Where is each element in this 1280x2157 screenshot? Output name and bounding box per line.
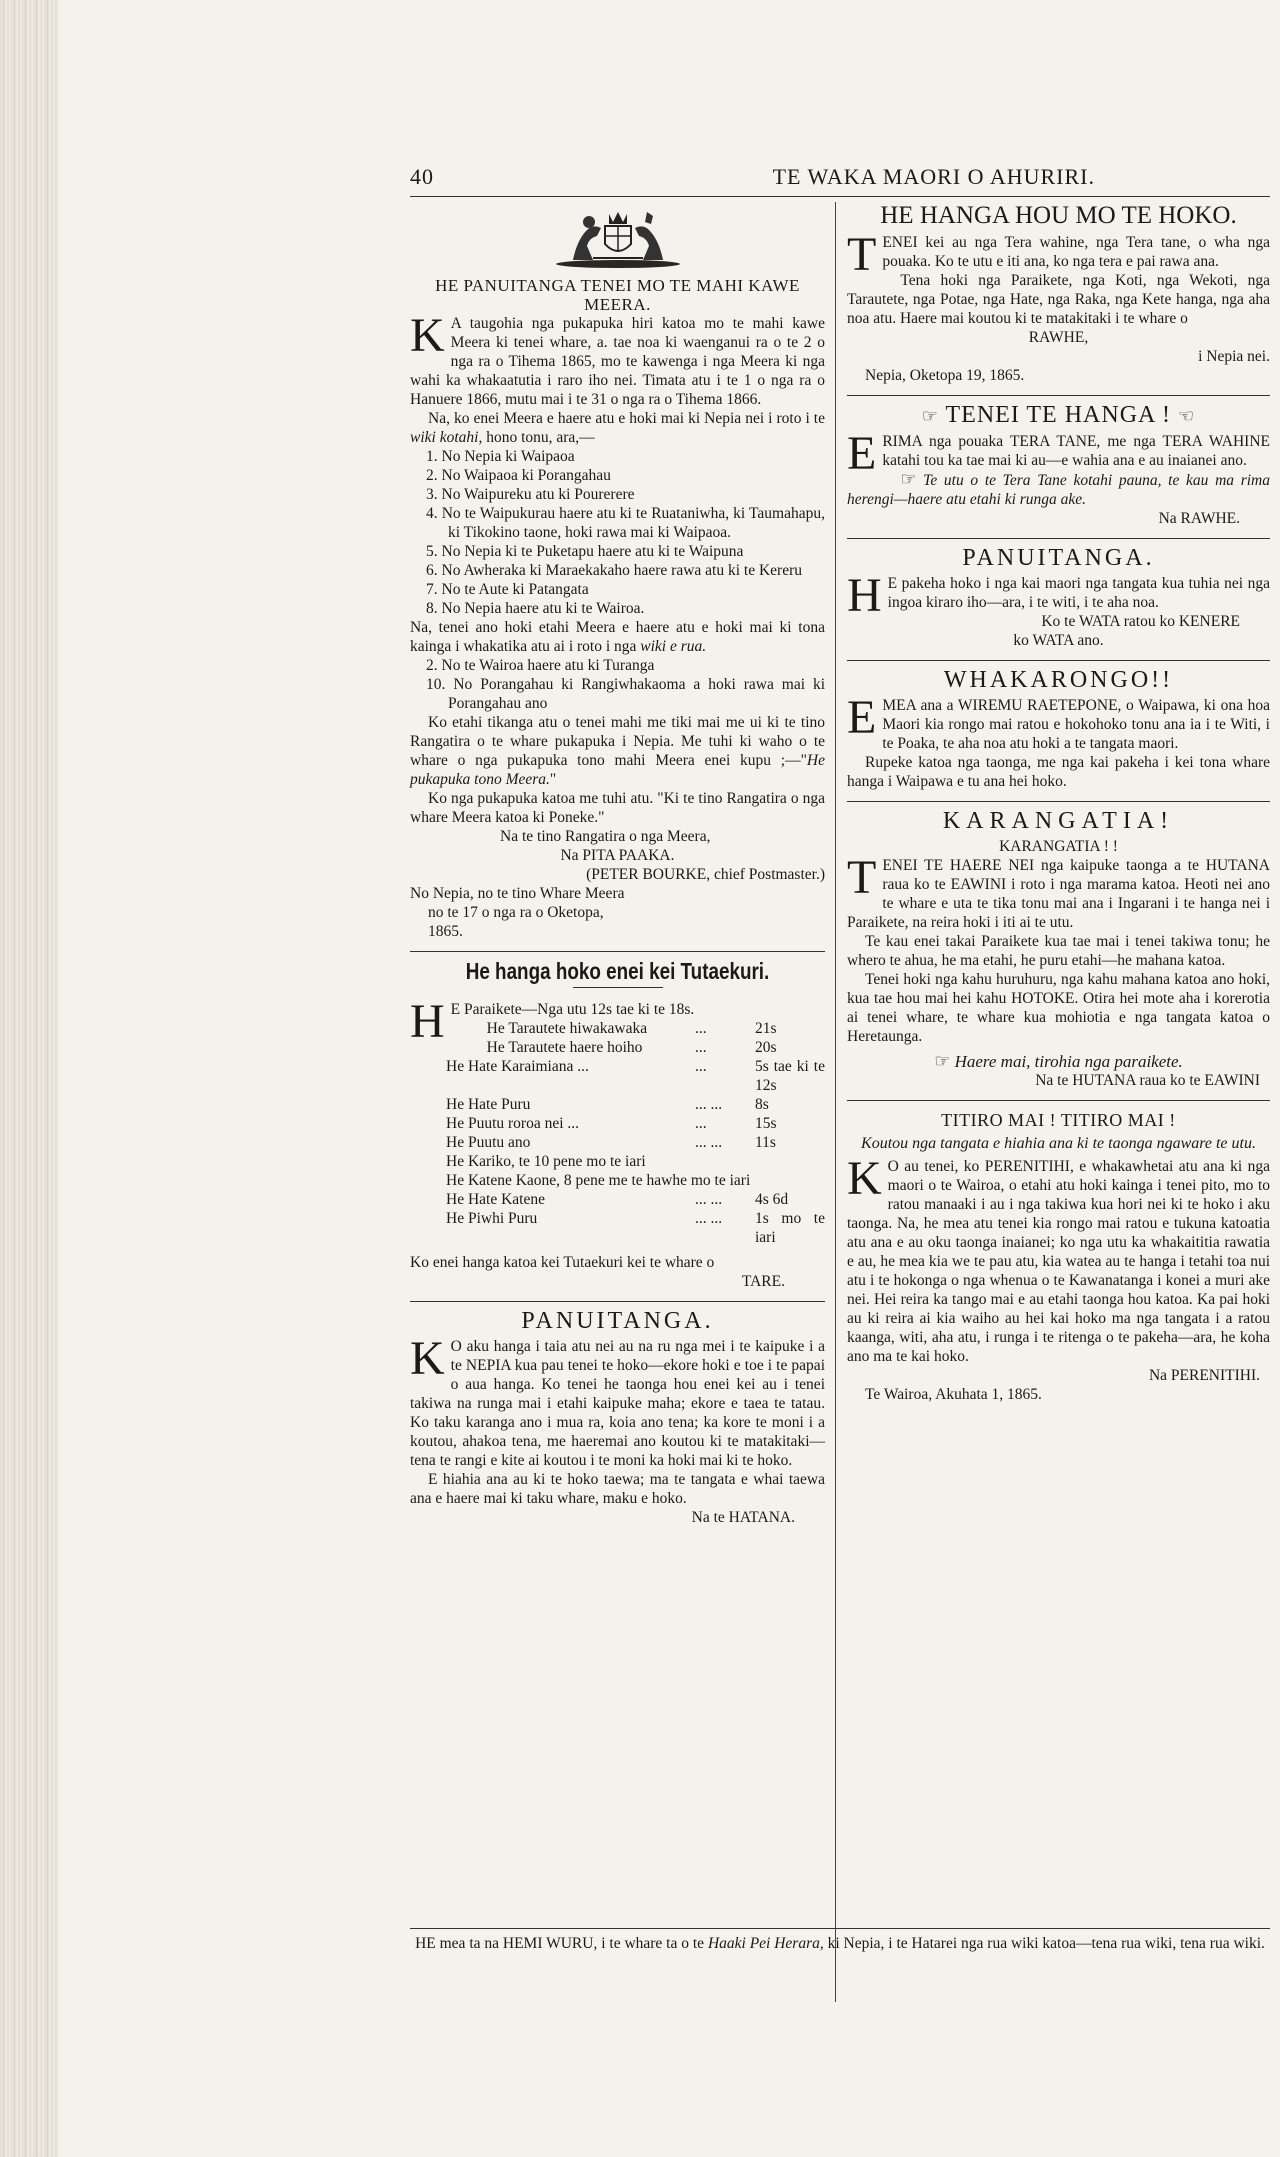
post-notice-para: Na, ko enei Meera e haere atu e hoki mai ki Nepia nei i roto i te wiki kotahi, hono tonu, ara,— [410,410,825,446]
weekly-mail-routes [410,447,825,618]
signature-name: Na PERENITIHI. [1148,1367,1260,1384]
title-rule [573,987,663,988]
tutaekuri-intro: H E Paraikete—Nga utu 12s tae ki te 18s. [410,995,695,1048]
newspaper-page [410,150,1280,2000]
signature-name: RAWHE, [1028,329,1089,346]
signature-name: ko WATA ano. [1013,632,1104,649]
price-list [410,1019,825,1247]
footer-he: HE [415,1935,436,1952]
dropcap: T [847,851,877,904]
dropcap: H [847,569,882,622]
tutaekuri-closing: Ko enei hanga katoa kei Tutaekuri kei te whare o [410,1254,715,1271]
section-rule [410,951,825,952]
newspaper-title: TE WAKA MAORI O AHURIRI. [772,164,1095,189]
date-line: Nepia, Oketopa 19, 1865. [865,367,1025,384]
signature-name: Na te HATANA. [691,1509,795,1526]
whakarongo-body: EMEA ana a WIREMU RAETEPONE, o Waipawa, ki ona hoa Maori kia rongo mai ratou e hokohoko tonu ana ia i te Witi, i te Poaka, te aha noa atu hoki a te tangata maori. [847,691,1270,752]
price-row: He Hate Puru ... ... 8s [446,1096,769,1113]
panuitanga-wata-body: H E pakeha hoko i nga kai maori nga tangata kua tuhia nei nga ingoa kiraro iho—ara, i te witi, i te aha noa. [847,569,1270,622]
whakarongo-title: WHAKARONGO!! [943,667,1174,693]
karangatia-body: Te kau enei takai Paraikete kua tae mai i tenei takiwa tonu; he whero te ahua, he ma etahi, he puru etahi—he mahana katoa. [847,933,1270,969]
post-notice-intro: K A taugohia nga pukapuka hiri katoa mo te mahi kawe Meera ki tenei whare, a. tae noa ki waenganui ra o te 2 o nga ra o Tihema 1865, mo te kawenga i nga Meera ki nga wahi ka whakaatutia i raro iho nei. Timata atu i te 1 o nga ra o Hanuere 1866, mutu mai i te 31 o nga ra o Tihema 1866. [410,309,825,408]
list-item: 3. No Waipureku atu ki Pourerere [426,486,635,503]
pointing-hand-icon: ☞ [900,469,917,489]
list-item: 7. No te Aute ki Patangata [426,581,589,598]
list-item: 10. No Porangahau ki Rangiwhakaoma a hoki rawa mai ki Porangahau ano [426,676,825,712]
signature-name: TARE. [741,1273,785,1290]
section-rule [410,1301,825,1302]
hanga-hou-body: Tena hoki nga Paraikete, nga Koti, nga Wekoti, nga Tarautete, nga Potae, nga Hate, nga Raka, nga Kete hanga, nga aha noa atu. Haere mai koutou ki te matakitaki i te whare o [847,272,1270,327]
panuitanga-hatana-body: K O aku hanga i taia atu nei au na ru nga mei i te kaipuke i a te NEPIA kua pau tenei te hoko—ekore hoki e toe i te papai o aua hanga. Ko tenei he taonga hou enei kei au i tenei takiwa na runga mai i etahi kaipuke maha; ekore e taea te tatau. Ko taku karanga ano i mua ra, koia ano tena; ka kore te moni i a koutou, ahakoa tena, me haeremai ano koutou ki te matakitaki—tena te rangi e kite ai koutou i te moni ka hoki mai ki te hoko. [410,1332,825,1469]
price-row: He Puutu roroa nei ... ... 15s [446,1115,777,1132]
column-divider [835,202,836,2002]
price-row: He Tarautete hiwakawaka ... 21s [486,1020,777,1037]
karangatia-body: TENEI TE HAERE NEI nga kaipuke taonga a te HUTANA raua ko te EAWINI i roto i nga marama katoa. Heoti nei ano te whare e uta te tika tonu mai ana i Ingarani i te hanga nei i Paraikete, na reira hoki i iti ai te utu. [847,851,1270,931]
signature-name: Ko te WATA ratou ko KENERE [1041,613,1240,630]
section-rule [847,801,1270,802]
karangatia-title: KARANGATIA! [942,808,1175,834]
imprint-footer: HE mea ta na HEMI WURU, i te whare ta o te Haaki Pei Herara, ki Nepia, i te Hatarei nga rua wiki katoa—tena rua wiki, tena rua wiki. [415,1935,1265,1952]
hanga-hou-title: HE HANGA HOU MO TE HOKO. [880,202,1237,229]
right-column [847,202,1270,1404]
left-column [410,202,825,1527]
pointing-hand-icon: ☞ [934,1051,951,1071]
post-notice-para: Na, tenei ano hoki etahi Meera e haere atu e hoki mai ki tona kainga i whakatika atu ai i roto i nga wiki e rua. [410,619,825,655]
dropcap: K [410,309,445,362]
dropcap: K [847,1152,882,1205]
tutaekuri-title: He hanga hoko enei kei Tutaekuri. [465,958,770,984]
signature-title: (PETER BOURKE, chief Postmaster.) [586,866,825,883]
price-row: He Tarautete haere hoiho ... 20s [486,1039,777,1056]
price-row: He Katene Kaone, 8 pene me te hawhe mo te iari [446,1172,751,1189]
price-row: He Hate Katene ... ... 4s 6d [446,1191,789,1208]
printer-name: HEMI WURU [502,1935,594,1952]
signature-name: Na PITA PAAKA. [560,847,675,864]
whakarongo-body: Rupeke katoa nga taonga, me nga kai pakeha i kei tona whare hanga i Waipawa e tu ana hei hoko. [847,754,1270,790]
date-line: Te Wairoa, Akuhata 1, 1865. [865,1386,1042,1403]
titiro-mai-subtitle: Koutou nga tangata e hiahia ana ki te taonga ngaware te utu. [861,1135,1256,1152]
karangatia-body: Tenei hoki nga kahu huruhuru, nga kahu mahana katoa ano hoki, kua tae hou mai hei kahu HOTOKE. Otira hei mote aha i korerotia ai tenei whare, te whare kua mohiotia e nga tangata katoa o Heretaunga. [847,971,1270,1045]
section-rule [847,1100,1270,1101]
tenei-te-hanga-body: ERIMA nga pouaka TERA TANE, me nga TERA WAHINE katahi tou ka tae mai ki au—e wahia ana e au inaianei ano. [847,427,1270,480]
dropcap: H [410,995,445,1048]
karangatia-subtitle: KARANGATIA ! ! [999,838,1118,855]
signature-place: i Nepia nei. [1198,348,1270,365]
price-row: He Hate Karaimiana ... ... 5s tae ki te 12s [446,1058,825,1094]
panuitanga-hatana-title: PANUITANGA. [521,1308,714,1334]
page-number: 40 [410,164,434,189]
post-notice-para: Ko etahi tikanga atu o tenei mahi me tiki mai me ui ki te tino Rangatira o te whare pukapuka i Nepia. Me tuhi ki waho o te whare o nga pukapuka tono mahi Meera enei kupu ;—"He pukapuka tono Meera." [410,714,825,788]
royal-coat-of-arms-icon [553,206,683,268]
list-item: 2. No te Wairoa haere atu ki Turanga [426,657,655,674]
list-item: 2. No Waipaoa ki Porangahau [426,467,611,484]
signature-name: Na RAWHE. [1158,510,1240,527]
place-line: 1865. [428,923,463,940]
price-row: He Kariko, te 10 pene mo te iari [446,1153,646,1170]
page-header [410,150,1270,190]
titiro-mai-title: TITIRO MAI ! TITIRO MAI ! [941,1110,1176,1130]
pointing-hand-icon: ☜ [1178,406,1196,426]
dropcap: K [410,1332,445,1385]
post-notice-para: Ko nga pukapuka katoa me tuhi atu. "Ki te tino Rangatira o nga whare Meera katoa ki Poneke." [410,790,825,826]
tenei-te-hanga-title: ☞ TENEI TE HANGA ! ☜ [921,402,1196,428]
place-line: No Nepia, no te tino Whare Meera [410,885,625,902]
post-notice-title: HE PANUITANGA TENEI MO TE MAHI KAWE MEERA. [435,276,800,314]
signature-line: Na te tino Rangatira o nga Meera, [500,828,711,845]
dropcap: E [847,427,877,480]
header-rule [410,196,1270,197]
page-margin-scan-edge [0,0,58,2157]
hanga-hou-body: TENEI kei au nga Tera wahine, nga Tera tane, o wha nga pouaka. Ko te utu e iti ana, ko nga tera e pai rawa ana. [847,228,1270,281]
list-item: 5. No Nepia ki te Puketapu haere atu ki te Waipuna [426,543,744,560]
price-row: He Puutu ano ... ... 11s [446,1134,776,1151]
panuitanga-wata-title: PANUITANGA. [962,545,1155,571]
dropcap: E [847,691,877,744]
panuitanga-hatana-body: E hiahia ana au ki te hoko taewa; ma te tangata e whai taewa ana e haere mai ki taku whare, maku e hoko. [410,1471,825,1507]
tenei-te-hanga-note: ☞ Te utu o te Tera Tane kotahi pauna, te kau ma rima herengi—haere atu etahi ki runga ake. [847,469,1271,508]
price-row: He Piwhi Puru ... ... 1s mo te iari [446,1210,825,1246]
pointing-hand-icon: ☞ [921,406,939,426]
section-rule [847,538,1270,539]
titiro-mai-body: K O au tenei, ko PERENITIHI, e whakawhetai atu ana ki nga maori o te Wairoa, o etahi atu hoki kainga i tenei pito, mo to ratou manaaki i au i nga takiwa kua hori nei ki te hoko i aku taonga. Na, he mea atu tenei kia rongo mai ratou e tukuna katoatia atu ana e au oku taonga inaianei; ko nga utu ka whakaititia rawatia e au, he mea kia we te pau atu, kia watea au te hanga i tetahi toa nui atu i te hokonga o nga whenua o te Kawanatanga i konei a muri ake nei. Hei reira ka tango mai e au etahi taonga hou katoa. Ka pai hoki au ki reira ai kia waiho au hei kai hoko ma nga tangata i a ratou kaanga, witi, aha atu, i runga i te ritenga o te pakeha—ara, he koha ano ma te kai hoko. [847,1152,1270,1365]
footer-rule [410,1928,1270,1929]
signature-name: Na te HUTANA raua ko te EAWINI [1035,1072,1260,1089]
karangatia-slogan: ☞ Haere mai, tirohia nga paraikete. [934,1051,1183,1071]
dropcap: T [847,228,877,281]
section-rule [847,395,1270,396]
paper-name: Haaki Pei Herara [707,1935,820,1952]
list-item: 6. No Awheraka ki Maraekakaho haere rawa atu ki te Kereru [426,562,802,579]
fortnightly-mail-routes [410,656,825,713]
list-item: 8. No Nepia haere atu ki te Wairoa. [426,600,645,617]
list-item: 1. No Nepia ki Waipaoa [426,448,575,465]
list-item: 4. No te Waipukurau haere atu ki te Ruataniwha, ki Taumahapu, ki Tikokino taone, hoki rawa mai ki Waipaoa. [426,505,825,541]
place-line: no te 17 o nga ra o Oketopa, [428,904,604,921]
section-rule [847,660,1270,661]
